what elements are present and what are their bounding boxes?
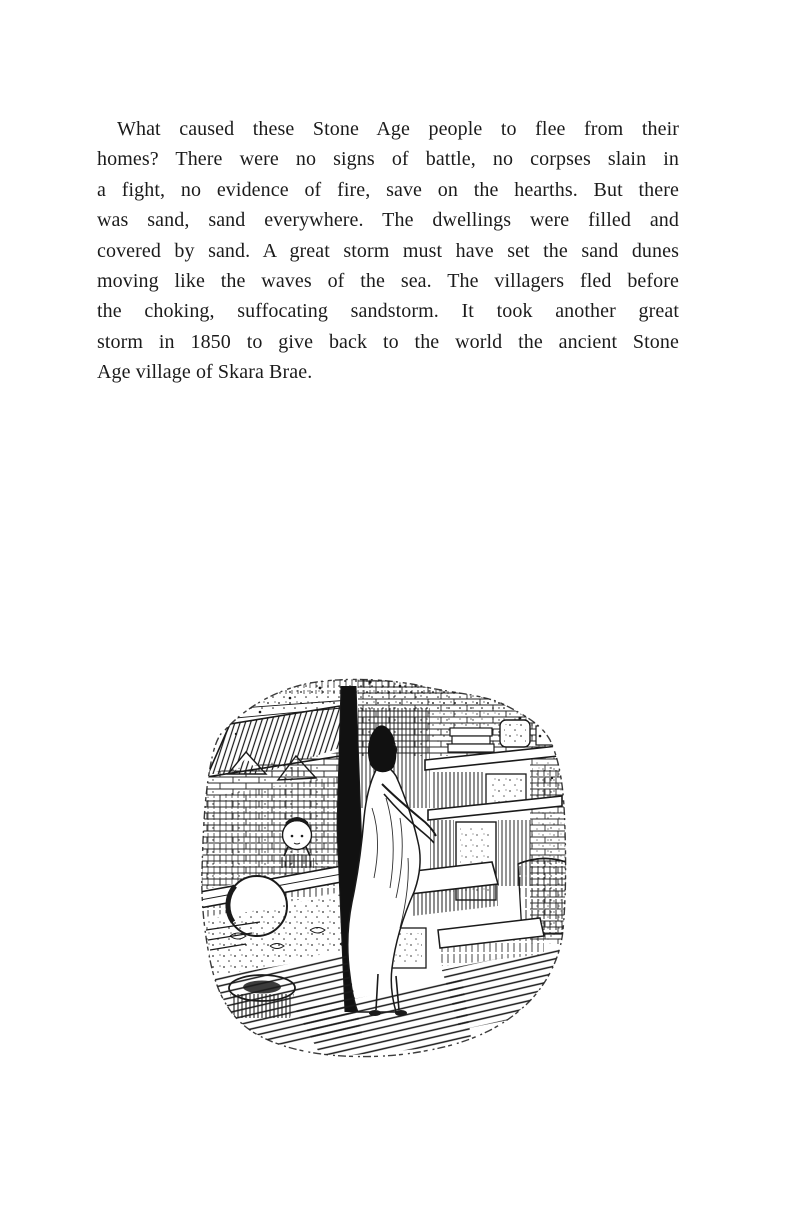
paragraph-line: Age village of Skara Brae. — [97, 361, 313, 384]
paragraph-line: moving like the waves of the sea. The villagers fled before — [97, 270, 679, 293]
paragraph-line: What caused these Stone Age people to flee from their — [117, 118, 679, 140]
paragraph-line: covered by sand. A great storm must have set the sand dunes — [97, 239, 679, 262]
paragraph-line: homes? There were no signs of battle, no corpses slain in — [97, 148, 679, 171]
skara-brae-illustration — [200, 678, 568, 1058]
paragraph — [97, 114, 679, 388]
paragraph-line: the choking, suffocating sandstorm. It took another great — [97, 300, 679, 323]
paragraph-line: storm in 1850 to give back to the world the ancient Stone — [97, 330, 679, 353]
paragraph-line: a fight, no evidence of fire, save on the hearths. But there — [97, 178, 679, 201]
paragraph-line: was sand, sand everywhere. The dwellings were filled and — [97, 209, 679, 232]
